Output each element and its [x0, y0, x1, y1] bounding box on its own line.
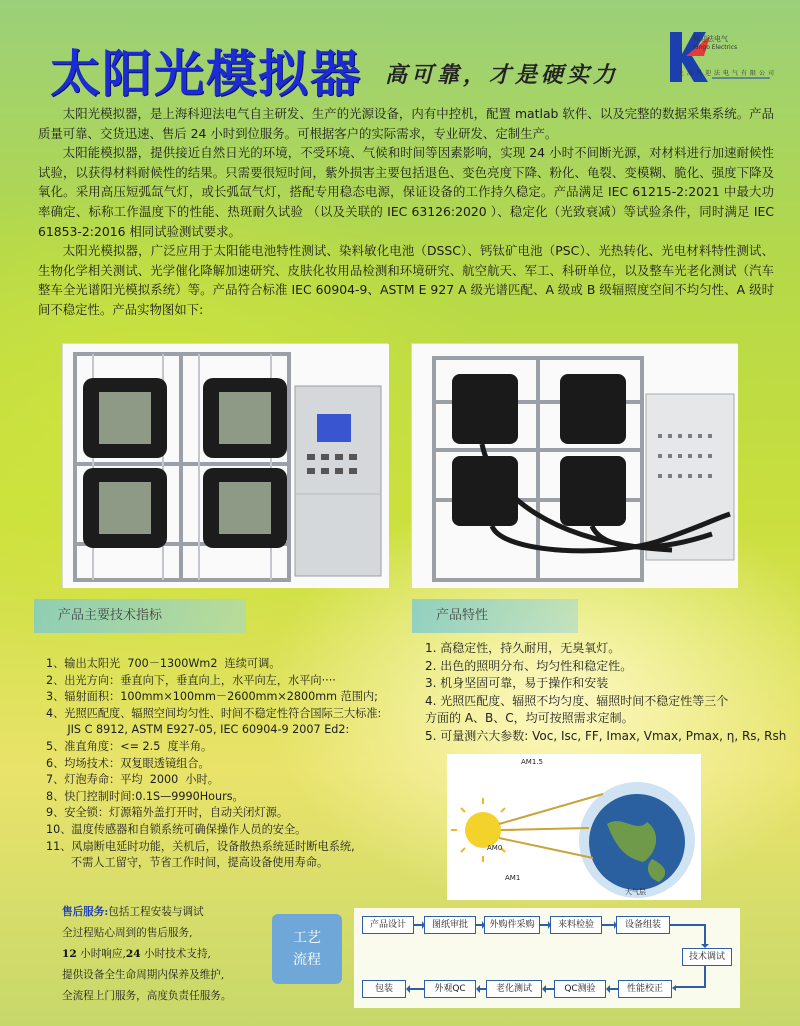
- flow-arrows: [354, 908, 740, 1008]
- list-item: 8、快门控制时间:0.1S—9990Hours。: [46, 789, 244, 803]
- list-item: 1. 高稳定性，持久耐用，无臭氧灯。: [425, 641, 621, 655]
- flow-step: 图纸审批: [424, 916, 476, 934]
- service-line: 全过程贴心周到的售后服务,: [62, 927, 193, 939]
- service-label: 售后服务:: [62, 906, 109, 918]
- list-item: 4. 光照匹配度、辐照不均匀度、辐照时间不稳定性等三个: [425, 693, 729, 708]
- service-line: 包括工程安装与调试: [108, 906, 204, 918]
- list-item: 方面的 A、B、C，均可按照需求定制。: [425, 711, 634, 726]
- intro-paragraph: 太阳光模拟器，是上海科迎法电气自主研发、生产的光源设备，内有中控机，配置 matlab 软件、以及完整的数据采集系统。产品质量可靠、交货迅速、售后 24 小时到位服务。可根据客户的实际需求，专业研发、定制生产。: [38, 106, 774, 141]
- label-atmosphere: 大气层: [625, 888, 646, 896]
- logo-sub: Kingo Electrics: [693, 44, 738, 51]
- logo-tagline: 上海科迎法电气有限公司: [678, 70, 778, 77]
- tab-features: 产品特性: [412, 599, 578, 633]
- flow-step: QC测验: [554, 980, 606, 998]
- service-line: 提供设备全生命周期内保养及维护,: [62, 969, 225, 981]
- list-item: 6、均场技术：双复眼透镜组合。: [46, 756, 210, 770]
- list-item: 4、光照匹配度、辐照空间均匀性、时间不稳定性符合国际三大标准:: [46, 706, 382, 720]
- list-item: 3、辐射面积：100mm×100mm－2600mm×2800mm 范围内;: [46, 690, 378, 704]
- list-item: 5、准直角度：<= 2.5 度半角。: [46, 739, 213, 753]
- service-line: 全流程上门服务，高度负责任服务。: [62, 990, 232, 1002]
- intro-paragraph: 太阳光模拟器，广泛应用于太阳能电池特性测试、染料敏化电池（DSSC）、钙钛矿电池（PSC）、光热转化、光电材料特性测试、生物化学相关测试、光学催化降解加速研究、皮肤化妆用品检测和环境研究、航空航天、军工、科研单位，以及整车光老化测试（汽车整车全光谱阳光模拟系统）等。产品符合标准 IEC 60904-9、ASTM E 927 A 级光谱匹配、A 级或 B 级辐照度空间不均匀性、A 级时间不稳定性。产品实物图如下:: [38, 243, 774, 317]
- flow-step: 技术调试: [682, 948, 732, 966]
- service-line: 小时响应,: [76, 948, 126, 960]
- service-hours: 24: [125, 948, 141, 960]
- list-item: 2. 出色的照明分布、均匀性和稳定性。: [425, 658, 633, 673]
- air-mass-diagram: [447, 754, 701, 900]
- list-item: 10、温度传感器和自锁系统可确保操作人员的安全。: [46, 822, 307, 836]
- list-item: 1、输出太阳光 700－1300Wm2 连续可调。: [46, 657, 281, 670]
- tab-specs: 产品主要技术指标: [34, 599, 246, 633]
- process-flow: [354, 908, 740, 1008]
- label-am15: AM1.5: [521, 758, 543, 766]
- features-list: [425, 640, 795, 746]
- page-title: 太阳光模拟器: [50, 45, 362, 103]
- label-am0: AM0: [487, 844, 503, 852]
- flow-step: 来料检验: [550, 916, 602, 934]
- list-item: 3. 机身坚固可靠，易于操作和安装: [425, 676, 609, 691]
- flow-step: 包装: [362, 980, 406, 998]
- label-am1: AM1: [505, 874, 521, 882]
- process-label: [272, 914, 342, 984]
- service-hours: 12: [62, 948, 77, 960]
- list-item: 不需人工留守，节省工作时间，提高设备使用寿命。: [46, 856, 329, 870]
- list-item: 2、出光方向：垂直向下，垂直向上，水平向左，水平向····: [46, 673, 336, 687]
- intro-text: [38, 104, 774, 320]
- flow-step: 老化测试: [486, 980, 542, 998]
- list-item: JIS C 8912, ASTM E927-05, IEC 60904-9 2007 Ed2:: [46, 723, 350, 737]
- flow-step: 性能校正: [618, 980, 672, 998]
- flow-step: 产品设计: [362, 916, 414, 934]
- process-label-line: 流程: [293, 952, 321, 968]
- product-photo-back: [411, 343, 737, 587]
- logo-name: 科迎法电气: [693, 35, 728, 43]
- slogan: 高可靠，才是硬实力: [385, 62, 620, 88]
- list-item: 11、风扇断电延时功能，关机后，设备散热系统延时断电系统,: [46, 839, 355, 853]
- service-info: [62, 902, 282, 1007]
- flow-step: 外购件采购: [484, 916, 540, 934]
- product-photo-front: [62, 343, 388, 587]
- list-item: 9、安全锁：灯源箱外盖打开时，自动关闭灯源。: [46, 806, 289, 820]
- process-label-line: 工艺: [293, 930, 321, 946]
- list-item: 5. 可量测六大参数: Voc, Isc, FF, Imax, Vmax, Pmax, η, Rs, Rsh: [425, 728, 787, 743]
- flow-step: 外观QC: [424, 980, 476, 998]
- service-line: 小时技术支持,: [140, 948, 211, 960]
- list-item: 7、灯泡寿命：平均 2000 小时。: [46, 773, 219, 787]
- specs-list: [46, 656, 406, 872]
- intro-paragraph: 太阳能模拟器，提供接近自然日光的环境，不受环境、气候和时间等因素影响，实现 24 小时不间断光源，对材料进行加速耐候性试验，以获得材料耐候性的结果。只需要很短时间，紫外损害主要包括退色、变色亮度下降、粉化、龟裂、变模糊、脆化、强度下降及氧化。采用高压短弧氙气灯，或长弧氙气灯，搭配专用稳态电源，保证设备的工作持久稳定。产品满足 IEC 61215-2:2021 中最大功率确定、标称工作温度下的性能、热斑耐久试验 （以及关联的 IEC 63126:2020 ）、稳定化（光致衰减）等试验条件，同时满足 IEC 61853-2:2016 相同试验测试要求。: [38, 145, 774, 239]
- flow-step: 设备组装: [616, 916, 670, 934]
